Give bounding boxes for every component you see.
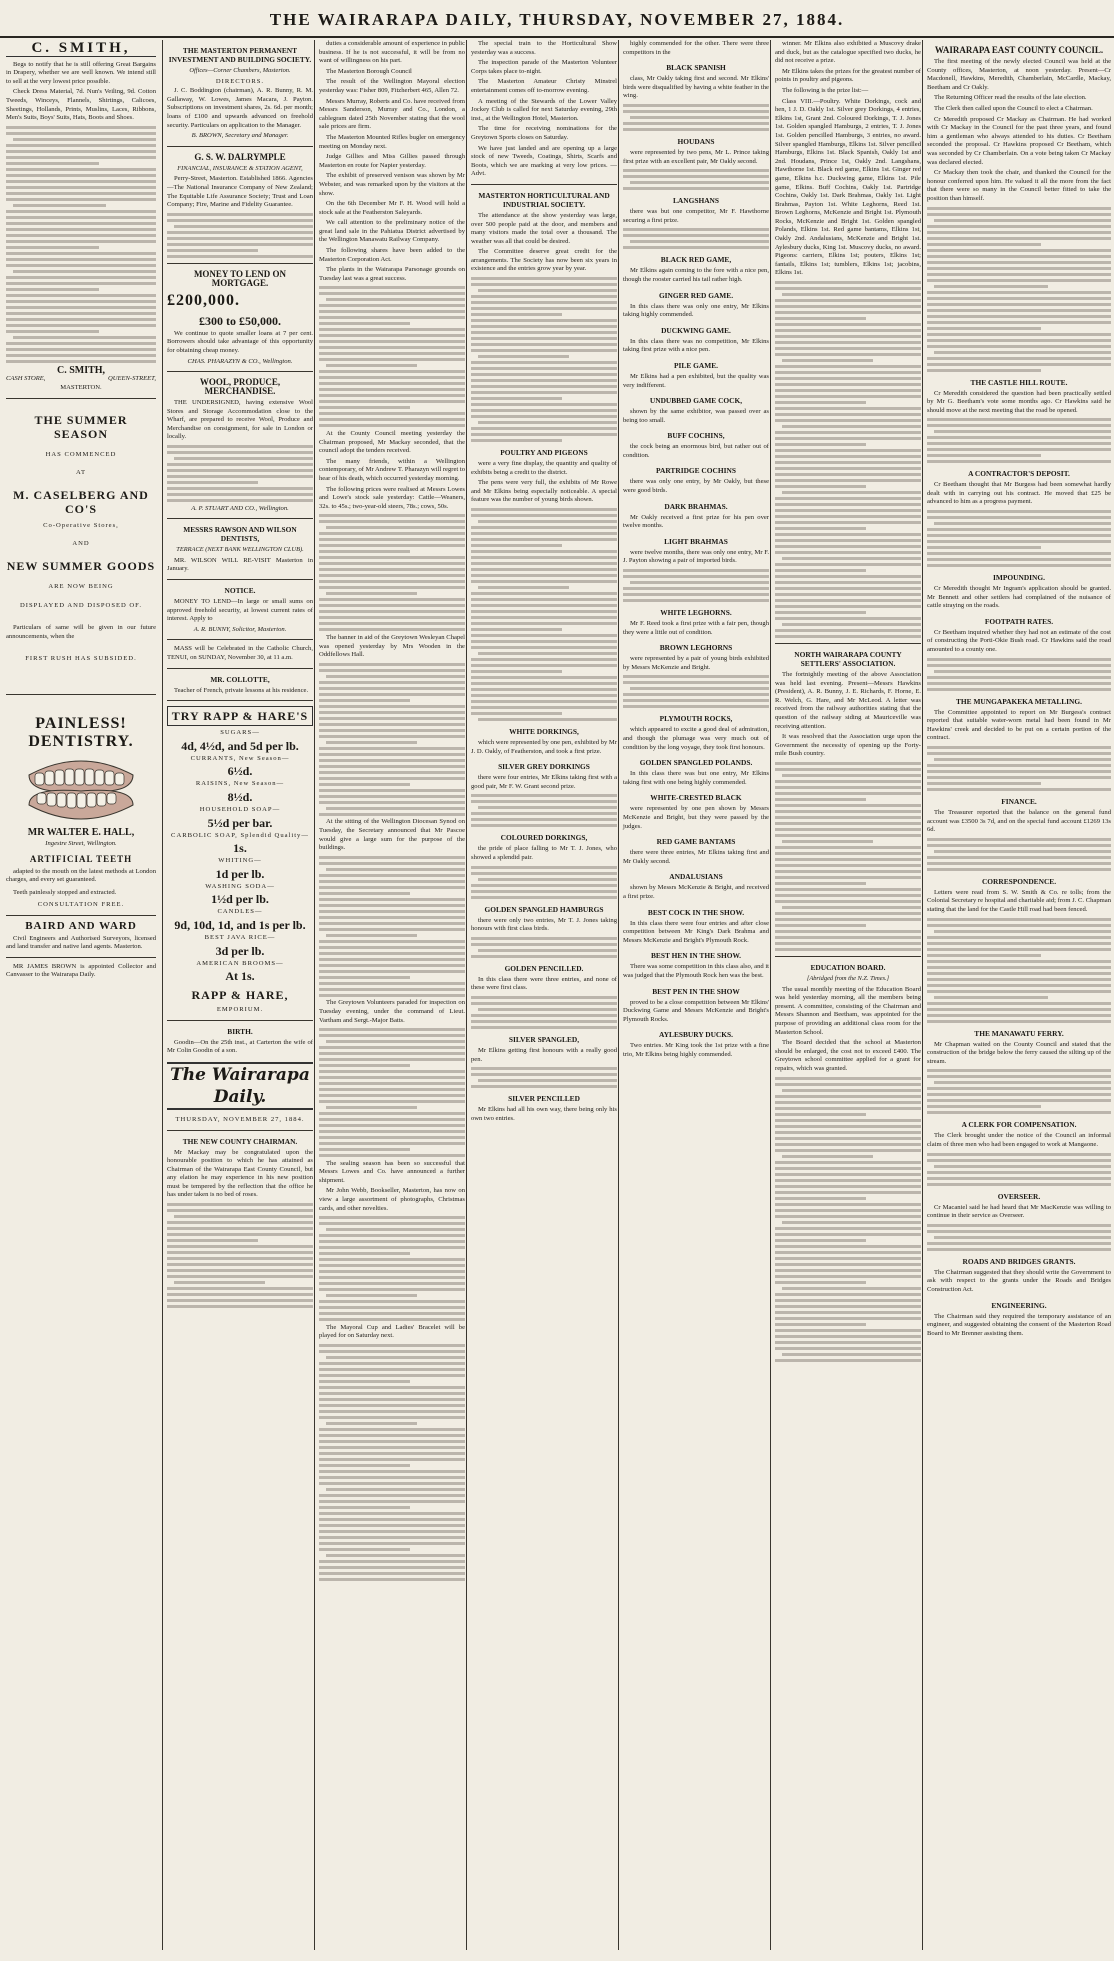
golden-spangled-title: GOLDEN SPANGLED HAMBURGS (484, 904, 604, 914)
currants-price: 6½d. (227, 764, 253, 779)
mayoral-election-note: The result of the Wellington Mayoral election yesterday was: Fisher 809, Fitzherbert 465, Allen 72. (319, 78, 465, 94)
synod-note: At the sitting of the Wellington Diocesan Synod on Tuesday, the Secretary announced that Mr Pascoe would give a large sum for the purpose of the buildings. (319, 818, 465, 852)
wool-firm: A. P. STUART AND CO., Wellington. (191, 504, 289, 512)
chairman-title: THE NEW COUNTY CHAIRMAN. (182, 1136, 298, 1146)
golden-spangled-text: there were only two entries, Mr T. J. Jones taking honours with first class birds. (471, 916, 617, 933)
duckwing-game-title: DUCKWING GAME. (661, 325, 731, 335)
column-6 (770, 40, 925, 1950)
houdans-text: were represented by two pens, Mr L. Prince taking first prize with an excellent pair, Mr Oakly second. (623, 148, 769, 165)
overseer-text: Cr Macaniel said he had heard that Mr MacKenzie was willing to continue in their service as Overseer. (927, 1203, 1111, 1220)
finance-text: The Treasurer reported that the balance on the general fund account was £3500 3s 7d, and on the special fund account £1269 13s 6d. (927, 809, 1111, 834)
webb-bookseller-note: Mr John Webb, Bookseller, Masterton, has now on view a large assortment of photographs, Christmas cards, and other novelties. (319, 1187, 465, 1212)
paper-date: THURSDAY, NOVEMBER 27, 1884. (175, 1115, 305, 1123)
summer-ad-firm: M. CASELBERG AND CO'S (13, 487, 149, 516)
castle-hill-title: THE CASTLE HILL ROUTE. (970, 377, 1068, 387)
white-dorkings-title: WHITE DORKINGS, (509, 727, 579, 737)
money-range: £300 to £50,000. (199, 313, 281, 328)
buff-cochins-text: the cock being an enormous bird, but rather out of condition. (623, 443, 769, 459)
white-leghorns-text: Mr F. Reed took a first prize with a fair pen, though they were a little out of condition. (623, 620, 769, 636)
paper-title: The Wairarapa Daily. (167, 1062, 313, 1110)
volunteers-note: The Greytown Volunteers paraded for inspection on Tuesday evening, under the command of Lieut. Vartham and Sergt.-Major Batts. (319, 999, 465, 1024)
notice-title: NOTICE. (224, 586, 256, 596)
pens-text: The pens were very full, the exhibits of Mr Rowe and Mr Elkins being especially noticeable. A special feature was the number of young birds shown. (471, 479, 617, 504)
poultry-text: were a very fine display, the quantity and quality of exhibits being a credit to the district. (471, 460, 617, 476)
coloured-dorkings-text: the pride of place falling to Mr T. J. Jones, who showed a splendid pair. (471, 845, 617, 861)
ginger-red-game-text: In this class there was only one entry, Mr Elkins taking highly commended. (623, 302, 769, 319)
finance-title: FINANCE. (1001, 797, 1037, 806)
sugar-price: 4d, 4½d, and 5d per lb. (181, 738, 299, 753)
currants-label: CURRANTS, New Season— (190, 754, 290, 762)
stock-prices-note: The following prices were realised at Messrs Lowes and Lowe's stock sale yesterday: Cattle—Weaners, 32s. to 45s.; two-year-old steers, 78s.; cows, 50s. (319, 485, 465, 510)
rice-label: BEST JAVA RICE— (204, 933, 276, 941)
langshans-title: LANGSHANS (673, 196, 719, 206)
white-crested-title: WHITE-CRESTED BLACK (650, 793, 742, 803)
castle-hill-text: Cr Meredith considered the question had been practically settled by Mr G. Beetham's vote some months ago. Cr Hawkins said he should move at the next meeting that the road be opened. (927, 389, 1111, 414)
wool-text: THE UNDERSIGNED, having extensive Wool Stores and Storage Accommodation close to the Wharf, are prepared to receive Wool, Produce and Merchandise on consignment, for sale in London or locally. (167, 399, 313, 441)
footpath-text: Cr Beetham inquired whether they had not an estimate of the cost of constructing the Porti-Okie Bush road. Cr Hawkins said the road amounted to a county one. (927, 628, 1111, 654)
summer-ad-at: AT (75, 469, 87, 477)
brown-leghorns-title: BROWN LEGHORNS (659, 643, 733, 653)
red-game-bantams-title: RED GAME BANTAMS (656, 837, 736, 847)
coloured-dorkings-title: COLOURED DORKINGS, (500, 833, 588, 843)
horticultural-title: MASTERTON HORTICULTURAL AND INDUSTRIAL SOCIETY. (478, 190, 610, 209)
county-council-text-4: Cr Meredith proposed Cr Mackay as Chairman. He had worked with Cr Mackay in the Council for the past three years, and found him a gentleman who always attended to his duties. Cr Beetham seconded the proposal. Cr Hawkins proposed Cr Beetham, which was seconded by Cr Chamberlain. On a vote being taken Cr Mackay was declared elected. (927, 115, 1111, 166)
money-amount: £200,000. (167, 291, 240, 309)
best-pen-title: BEST PEN IN THE SHOW (652, 986, 740, 996)
smith-ad-address: CASH STORE, QUEEN-STREET, (6, 375, 156, 383)
silver-grey-title: SILVER GREY DORKINGS (498, 762, 590, 772)
contractor-title: A CONTRACTOR'S DEPOSIT. (968, 469, 1070, 479)
whiting-label: WHITING— (218, 857, 262, 865)
county-meeting-note: At the County Council meeting yesterday the Chairman proposed, Mr Mackay seconded, that the council adopt the tenders received. (319, 430, 465, 455)
building-society-offices: Offices—Corner Chambers, Masterton. (189, 67, 291, 74)
correspondence-title: CORRESPONDENCE. (981, 876, 1057, 886)
white-dorkings-text: which were represented by one pen, exhibited by Mr J. D. Oakly, of Featherston, and took a first prize. (471, 739, 617, 755)
dentistry-ad-title: PAINLESS! DENTISTRY. (28, 714, 134, 750)
baird-ward-text: Civil Engineers and Authorised Surveyors, licensed and land transfer and native land agents. Masterton. (6, 934, 156, 951)
building-society-text: J. C. Boddington (chairman), A. R. Bunny, R. M. Gallaway, W. Lowes, James Macara, J. Payton. Subscriptions on investment shares, 2s. 6d. per month; loans of £100 and upwards advanced on freehold security. Particulars on application to the Manager. (167, 87, 313, 129)
roads-bridges-title: ROADS AND BRIDGES GRANTS. (962, 1256, 1076, 1266)
prize-list: Class VIII.—Poultry. White Dorkings, cock and hen, 1 J. D. Oakly 1st. Silver grey Dorkings, 4 entries, Elkins 1st, Grant 2nd. Coloured Dorkings, T. J. Jones 1st. Golden spangled Hamburgs, 2 entries, T. J. Jones 1st. Golden pencilled Hamburgs, 3 entries, no award. Silver spangled Hamburgs, Elkins 1st. Silver pencilled Hamburgs, Elkins 1st. Black Spanish, Oakly 1st and 2nd. Houdans, Prince 1st, Oakly 2nd. Langshans, Hawthorne 1st. Black red game, Elkins 1st. Ginger red game, Elkins h.c. Duckwing game, Elkins 1st. Pile game, Elkins. Buff Cochins, Oakly 1st. Partridge Cochins, Oakly 1st. Dark Brahmas, Oakly 1st. Light Brahmas, Payton 1st. White Leghorns, Reed 1st. Brown Leghorns, McKenzie and Bright 1st. Plymouth Rocks, McKenzie and Bright 1st. Golden spangled Polands, Elkins 1st. Red game bantams, Elkins 1st, Oakly 2nd. Andalusians, McKenzie and Bright 1st. Aylesbury ducks, King 1st. Muscovy ducks, no award. Pigeons: carriers, Elkins 1st; pouters, Elkins 1st; fantails, Elkins 1st; tumblers, Elkins 1st; jacobins, Elkins 1st. (775, 97, 921, 277)
masthead (0, 0, 1114, 38)
carbolic-label: CARBOLIC SOAP, Splendid Quality— (171, 831, 309, 839)
light-brahmas-title: LIGHT BRAHMAS (664, 536, 728, 546)
silver-pencilled-title: SILVER PENCILLED (508, 1094, 580, 1104)
red-game-bantams-text: there were three entries, Mr Elkins taking first and Mr Oakly second. (623, 849, 769, 865)
birth-text: Goodin—On the 25th inst., at Carterton the wife of Mr Colin Goodin of a son. (167, 1038, 313, 1055)
contractor-text: Cr Beetham thought that Mr Burgess had been somewhat hardly dealt with in carrying out his contract. He moved that £25 be advanced to him as a progress payment. (927, 481, 1111, 506)
column-1 (6, 40, 160, 1950)
special-train-note: The special train to the Horticultural Show yesterday was a success. (471, 40, 617, 56)
baird-ward-title: BAIRD AND WARD (25, 920, 137, 933)
buff-cochins-title: BUFF COCHINS, (667, 431, 725, 441)
education-board-text: The usual monthly meeting of the Education Board was held yesterday morning, all the members being present. A committee, consisting of the Chairman and Messrs Shannon and Beetham, was appointed for the purpose of providing an additional class room for the Masterton School. (775, 985, 921, 1036)
raisins-label: RAISINS, New Season— (195, 780, 285, 788)
rapp-hare-title: TRY RAPP & HARE'S (167, 706, 313, 726)
summer-ad-now: ARE NOW BEING (48, 582, 114, 590)
county-council-text: The first meeting of the newly elected Council was held at the County offices, Masterton, at noon yesterday. Present—Cr Macdonell, Hawkins, Meredith, Chamberlain, McCardle, Mackay, Beetham and Cr Oakly. (927, 58, 1111, 91)
summer-ad-and: AND (72, 540, 90, 548)
carbolic-price: 1s. (233, 841, 247, 856)
dalrymple-sub: FINANCIAL, INSURANCE & STATION AGENT, (177, 164, 303, 172)
building-society-directors: DIRECTORS. (215, 77, 265, 85)
county-council-text-5: Cr Mackay then took the chair, and thanked the Council for the honour conferred upon him. He valued it all the more from the fact that there were so many in the Council better fitted to take the position than himself. (927, 169, 1111, 202)
sealing-note: The sealing season has been so successful that Messrs Lowes and Co. have announced a further shipment. (319, 1159, 465, 1184)
building-society-title: THE MASTERTON PERMANENT INVESTMENT AND BUILDING SOCIETY. (168, 46, 312, 64)
birth-title: BIRTH. (227, 1026, 253, 1036)
dentists-title: MESSRS RAWSON AND WILSON DENTISTS, (183, 525, 297, 544)
golden-pencilled-title: GOLDEN PENCILLED. (504, 963, 584, 973)
summer-ad-first-rush: FIRST RUSH HAS SUBSIDED. (25, 655, 137, 663)
summer-ad-has: HAS COMMENCED (45, 450, 117, 458)
points-note: Mr Elkins takes the prizes for the greatest number of points in poultry and pigeons. (775, 67, 921, 84)
prize-list-title: The following is the prize list:— (782, 86, 869, 94)
smith-ad-intro: Begs to notify that he is still offering Great Bargains in Drapery, whether we are well known. We intend still to sell at the very lowest price possible. (6, 60, 156, 85)
manawatu-ferry-title: THE MANAWATU FERRY. (974, 1028, 1064, 1038)
manawatu-ferry-text: Mr Chapman waited on the County Council and stated that the construction of the bridge below the ferry caused the silting up of the stream. (927, 1040, 1111, 1065)
washing-soda-price: 1½d per lb. (211, 892, 269, 907)
engineering-text: The Chairman said they required the temporary assistance of an engineer, and suggested obtaining the consent of the Masterton Road Board to Mr Brenner assisting them. (927, 1312, 1111, 1337)
collotte-text: Teacher of French, private lessons at his residence. (174, 686, 309, 694)
stock-sale-note: On the 6th December Mr F. H. Wood will hold a stock sale at the Featherston Saleyards. (319, 200, 465, 216)
smith-ad-town: MASTERTON. (60, 383, 102, 391)
summer-ad-displayed: DISPLAYED AND DISPOSED OF. (20, 601, 142, 609)
best-pen-text: proved to be a close competition between Mr Elkins' Duckwing Game and Messrs McKenzie and Bright's Plymouth Rocks. (623, 998, 769, 1023)
summer-ad-goods: NEW SUMMER GOODS (6, 558, 156, 573)
best-cock-text: In this class there were four entries and after close competition between Mr King's Dark Brahma and Messrs McKenzie and Bright's Plymouth Rock. (623, 919, 769, 944)
volunteer-parade-note: The inspection parade of the Masterton Volunteer Corps takes place to-night. (471, 59, 617, 75)
engineering-title: ENGINEERING. (991, 1300, 1047, 1310)
wool-title: WOOL, PRODUCE, MERCHANDISE. (199, 377, 281, 397)
rice-price: 3d per lb. (215, 943, 265, 958)
dark-brahmas-title: DARK BRAHMAS. (664, 501, 728, 511)
white-leghorns-title: WHITE LEGHORNS. (660, 608, 732, 618)
dentist-painless: Teeth painlessly stopped and extracted. (13, 888, 117, 896)
ginger-red-game-title: GINGER RED GAME. (658, 290, 734, 300)
tweeds-advt: We have just landed and are opening up a large stock of new Tweeds, Coatings, Shirts, Scarfs and Boots, which we are marking at very low prices. — Advt. (471, 144, 617, 178)
golden-pencilled-text: In this class there were three entries, and none of these were first class. (471, 975, 617, 992)
county-council-text-2: The Returning Officer read the results of the late election. (934, 94, 1087, 102)
summer-ad-note: Particulars of same will be given in our future announcements, when the (6, 624, 156, 640)
dentist-text: adapted to the mouth on the latest methods at London charges, and every set guaranteed. (6, 867, 156, 884)
aylesbury-text: Two entries. Mr King took the 1st prize with a fine trio, Mr Elkins being highly commended. (623, 1042, 769, 1058)
chairman-text: Mr Mackay may be congratulated upon the honourable position to which he has attained as Chairman of the Wairarapa East County Council, but any elation he may experience in his new position must be tempered by the reflection that the office he has under taken is no bed of roses. (167, 1148, 313, 1199)
education-board-title: EDUCATION BOARD. (810, 962, 886, 972)
rifles-note: The Masterton Mounted Rifles bugler on emergency meeting on Monday next. (319, 133, 465, 150)
silver-spangled-title: SILVER SPANGLED, (508, 1034, 580, 1044)
sugar-label: SUGARS— (220, 729, 260, 737)
dentist-consultation: CONSULTATION FREE. (37, 901, 125, 909)
muscovy-note: winner. Mr Elkins also exhibited a Muscovy drake and duck, but as the catalogue specified two ducks, he did not receive a prize. (775, 40, 921, 65)
soap-price: 5½d per bar. (207, 815, 273, 830)
venison-note: The exhibit of preserved venison was shown by Mr Webster, and was remarked upon by the visitors at the show. (319, 172, 465, 197)
jockey-club-note: A meeting of the Stewards of the Lower Valley Jockey Club is called for next Saturday evening, 29th inst., at the Wellington Hotel, Masterton. (471, 97, 617, 122)
dark-brahmas-text: Mr Oakly received a first prize for his pen over twelve months. (623, 513, 769, 530)
mass-text: MASS will be Celebrated in the Catholic Church, TENUI, on SUNDAY, November 30, at 11 a.m. (167, 645, 313, 661)
brooms-price: At 1s. (225, 969, 255, 984)
best-cock-title: BEST COCK IN THE SHOW. (647, 907, 745, 917)
collector-note: MR JAMES BROWN is appointed Collector and Canvasser to the Wairarapa Daily. (6, 962, 156, 979)
washing-soda-label: WASHING SODA— (205, 882, 275, 890)
undubbed-text: shown by the same exhibitor, was passed over as being too small. (623, 408, 769, 424)
langshans-text: there was but one competitor, Mr F. Hawthorne securing a first prize. (623, 208, 769, 224)
soap-label: HOUSEHOLD SOAP— (199, 805, 281, 813)
column-5 (618, 40, 773, 1950)
poultry-title: POULTRY AND PIGEONS (500, 448, 588, 458)
candles-price: 9d, 10d, 1d, and 1s per lb. (174, 917, 306, 932)
houdans-title: HOUDANS (677, 136, 715, 146)
masthead-title: THE WAIRARAPA DAILY, THURSDAY, NOVEMBER 27, 1884. (269, 10, 845, 29)
money-text: We continue to quote smaller loans at 7 per cent. Borrowers should take advantage of this opportunity for obtaining cheap money. (167, 329, 313, 354)
dentists-text: MR. WILSON WILL RE-VISIT Masterton in January. (167, 556, 313, 573)
dentist-artificial-teeth: ARTIFICIAL TEETH (29, 854, 133, 865)
smith-ad-footer: C. SMITH, (56, 364, 106, 376)
education-board-text-2: The Board decided that the school at Masterton should be enlarged, the cost not to exceed £400. The Greytown school committee applied for a grant for repairs, which was granted. (775, 1039, 921, 1072)
corporation-act-note: The following shares have been added to the Masterton Corporation Act. (319, 247, 465, 263)
mayoral-cup-note: The Mayoral Cup and Ladies' Bracelet will be played for on Saturday next. (319, 1323, 465, 1340)
sports-note: The time for receiving nominations for the Greytown Sports closes on Saturday. (471, 125, 617, 141)
rapp-hare-emporium: EMPORIUM. (216, 1006, 264, 1014)
impounding-text: Cr Meredith thought Mr Ingram's application should be granted. Mr Bennett and other settlers had complained of the nuisance of cattle straying on the roads. (927, 585, 1111, 610)
black-spanish-title: BLACK SPANISH (666, 63, 726, 73)
land-sale-note: We call attention to the preliminary notice of the great land sale in the Pahiatua District advertised by the Wellington Manawatu Railway Company. (319, 219, 465, 244)
best-hen-title: BEST HEN IN THE SHOW. (650, 951, 742, 961)
undubbed-title: UNDUBBED GAME COCK, (649, 396, 743, 406)
col3-intro: duties a considerable amount of experience in public business. If he is not successful, it will be from no want of willingness on his part. (319, 40, 465, 65)
education-board-sub: [Abridged from the N.Z. Times.] (806, 974, 890, 982)
column-3 (314, 40, 469, 1950)
notice-name: A. R. BUNNY, Solicitor, Masterton. (193, 625, 287, 633)
building-society-manager: B. BROWN, Secretary and Manager. (191, 132, 289, 140)
settlers-title: NORTH WAIRARAPA COUNTY SETTLERS' ASSOCIATION. (794, 650, 902, 669)
correspondence-text: Letters were read from S. W. Smith & Co. re tolls; from the Colonial Secretary re hospital and charitable aid; from J. C. Chapman stating that the land for the Castle Hill road had been fenced. (927, 888, 1111, 913)
smith-ad-title: C. SMITH, (6, 44, 156, 57)
dentist-name: MR WALTER E. HALL, (27, 826, 135, 838)
light-brahmas-text: were twelve months, there was only one entry, Mr F. J. Payton showing a pair of imported birds. (623, 548, 769, 565)
column-7 (922, 40, 1114, 1950)
compensation-title: A CLERK FOR COMPENSATION. (961, 1120, 1077, 1130)
roads-bridges-text: The Chairman suggested that they should write the Government to ask with respect to the grants under the Roads and Bridges Construction Act. (927, 1268, 1111, 1293)
judge-gillies-note: Judge Gillies and Miss Gillies passed through Masterton en route for Napier yesterday. (319, 153, 465, 169)
metalling-text: The Committee appointed to report on Mr Burgess's contract reported that suitable water-worn metal had been found in Mr Hawkins' creek and decided to be put on a certain portion of the contract. (927, 708, 1111, 742)
pile-game-title: PILE GAME. (674, 360, 718, 370)
col5-intro: highly commended for the other. There were three competitors in the (623, 40, 769, 56)
notice-text: MONEY TO LEND—In large or small sums on approved freehold security, at lowest current rates of interest. Apply to (167, 598, 313, 623)
brown-leghorns-text: were represented by a pair of young birds exhibited by Messrs McKenzie and Bright. (623, 655, 769, 671)
settlers-text: The fortnightly meeting of the above Association was held last evening. Present—Messrs Hawkins (President), A. R. Bunny, J. E. Richards, F. Horne, E. R. Welch, G. Hare, and Mr McLeod. A letter was received from the railway authorities stating that the question of the railway siding at Mauriceville was receiving attention. (775, 671, 921, 730)
compensation-text: The Clerk brought under the notice of the Council an informal claim of three men who had been engaged to work at Mangaone. (927, 1132, 1111, 1148)
county-council-text-3: The Clerk then called upon the Council to elect a Chairman. (934, 104, 1093, 112)
column-2 (162, 40, 317, 1950)
summer-ad-title: THE SUMMER SEASON (34, 412, 128, 441)
brooms-label: AMERICAN BROOMS— (196, 959, 284, 967)
horticultural-text-2: The Committee deserve great credit for the arrangements. The Society has now been six years in existence and the entries grow year by year. (471, 248, 617, 273)
minstrel-note: The Masterton Amateur Christy Minstrel entertainment comes off to-morrow evening. (471, 78, 617, 94)
andalusians-text: shown by Messrs McKenzie & Bright, and received a first prize. (623, 884, 769, 900)
settlers-text-2: It was resolved that the Association urge upon the Government the necessity of opening up the Forty-mile Bush country. (775, 733, 921, 758)
golden-polands-title: GOLDEN SPANGLED POLANDS. (639, 758, 753, 768)
andalusians-title: ANDALUSIANS (669, 872, 723, 882)
dalrymple-title: G. S. W. DALRYMPLE (194, 151, 286, 162)
pharazyn-note: The many friends, within a Wellington contemporary, of Mr Andrew T. Pharazyn will regret to hear of his death, which occurred yesterday morning. (319, 457, 465, 482)
plymouth-rocks-title: PLYMOUTH ROCKS, (659, 714, 733, 724)
black-spanish-text: class, Mr Oakly taking first and second. Mr Elkins' birds were disqualified by having a white feather in the wing. (623, 75, 769, 100)
pile-game-text: Mr Elkins had a pen exhibited, but the quality was very indifferent. (623, 372, 769, 389)
partridge-cochins-title: PARTRIDGE COCHINS (656, 466, 736, 476)
dalrymple-text: Perry-Street, Masterton. Established 1866. Agencies—The National Insurance Company of New Zealand; The Equitable Life Assurance Society; Trust and Loan Company; Fire, Marine and Fidelity Guarantee. (167, 175, 313, 209)
whiting-price: 1d per lb. (215, 866, 265, 881)
money-firm: CHAS. PHARAZYN & CO., Wellington. (187, 357, 293, 365)
smith-ad-filler (6, 126, 156, 363)
parsonage-note: The plants in the Wairarapa Parsonage grounds on Tuesday last was a great success. (319, 266, 465, 282)
money-title: MONEY TO LEND ON MORTGAGE. (193, 268, 287, 288)
silver-pencilled-text: Mr Elkins had all his own way, there being only his own two entries. (471, 1106, 617, 1122)
metalling-title: THE MUNGAPAKEKA METALLING. (956, 696, 1082, 706)
horticultural-text: The attendance at the show yesterday was large, over 500 people paid at the door, and members and many visitors made the total over a thousand. The weather was all that could be desired. (471, 211, 617, 245)
black-red-game-text: Mr Elkins again coming to the fore with a nice pen, though the rooster carried his tail rather high. (623, 267, 769, 283)
overseer-title: OVERSEER. (997, 1191, 1041, 1201)
summer-ad-stores: Co-Operative Stores, (43, 521, 119, 529)
black-red-game-title: BLACK RED GAME, (660, 255, 732, 265)
aylesbury-title: AYLESBURY DUCKS. (659, 1030, 733, 1040)
wool-sale-note: Messrs Murray, Roberts and Co. have received from Messrs Sanderson, Murray and Co., London, a cablegram dated 25th November stating that the wool sale prices are firm. (319, 97, 465, 131)
rapp-hare-footer: RAPP & HARE, (191, 988, 289, 1003)
smith-ad-items: Check Dress Material, 7d. Nun's Veiling, 9d. Cotton Tweeds, Winceys, Flannels, Shirtings, Calicoes, Sheetings, Hollands, Prints, Muslins, Laces, Ribbons, Men's Suits, Boys' Suits, Hats, Boots and Shoes. (6, 88, 156, 122)
impounding-title: IMPOUNDING. (993, 573, 1045, 583)
column-4 (466, 40, 621, 1950)
raisins-price: 8½d. (227, 789, 253, 804)
bazaar-note: The banner in aid of the Greytown Wesleyan Chapel was opened yesterday by Mrs Wooden in the Oddfellows Hall. (319, 633, 465, 659)
dentist-address: Ingestre Street, Wellington. (45, 840, 117, 848)
plymouth-rocks-text: which appeared to excite a good deal of admiration, and though the plumage was very much out of condition by the long voyage, they took first honours. (623, 726, 769, 751)
county-council-title: WAIRARAPA EAST COUNTY COUNCIL. (934, 45, 1104, 55)
borough-council-note: The Masterton Borough Council (326, 67, 412, 75)
best-hen-text: There was some competition in this class also, and it was judged that the Plymouth Rock hen was the best. (623, 963, 769, 979)
duckwing-game-text: In this class there was no competition, Mr Elkins taking first prize with a nice pen. (623, 337, 769, 354)
dentists-address: TERRACE (NEXT BANK WELLINGTON CLUB). (176, 546, 304, 554)
silver-grey-text: there were four entries, Mr Elkins taking first with a good pair, Mr F. W. Grant second prize. (471, 774, 617, 790)
silver-spangled-text: Mr Elkins getting first honours with a really good pen. (471, 1046, 617, 1063)
golden-polands-text: In this class there was but one entry, Mr Elkins taking first with one being highly commended. (623, 770, 769, 786)
teeth-illustration (6, 755, 156, 825)
collotte-name: MR. COLLOTTE, (210, 674, 270, 684)
candles-label: CANDLES— (217, 908, 263, 916)
footpath-title: FOOTPATH RATES. (984, 616, 1054, 626)
partridge-cochins-text: there was only one entry, by Mr Oakly, but these were good birds. (623, 478, 769, 495)
white-crested-text: were represented by one pen shown by Messrs McKenzie and Bright, but they were passed by the judges. (623, 805, 769, 830)
